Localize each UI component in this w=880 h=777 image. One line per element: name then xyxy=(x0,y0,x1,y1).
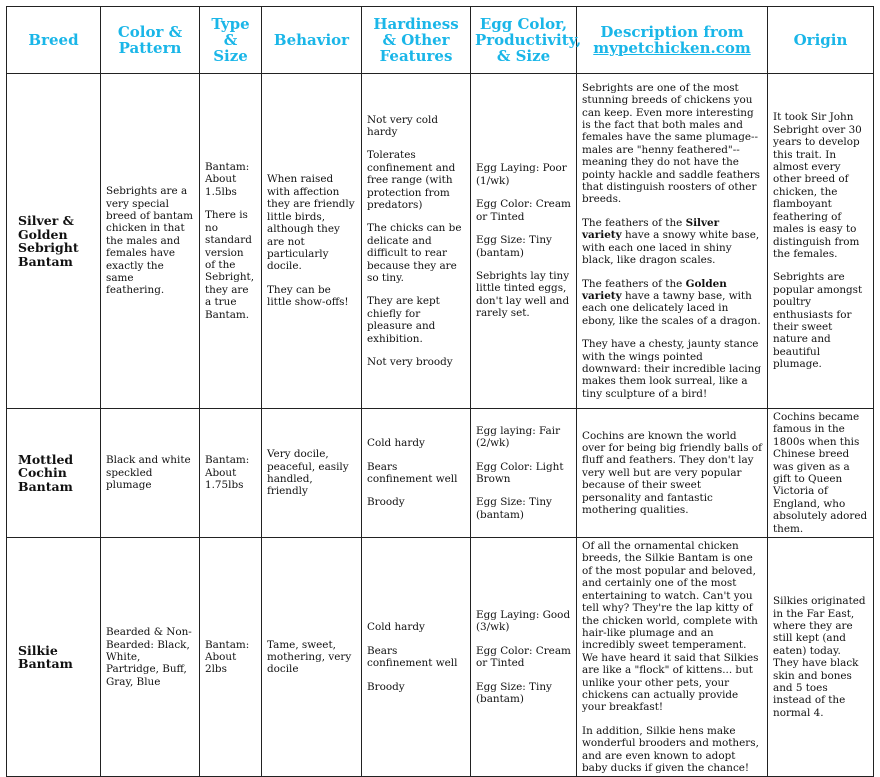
hardiness-item: Broody xyxy=(367,680,405,693)
type-size-cell: Bantam: About 1.75lbs xyxy=(200,409,262,538)
color-pattern-cell: Bearded & Non-Bearded: Black, White, Partridge, Buff, Gray, Blue xyxy=(101,538,200,777)
type-size-note: There is no standard version of the Sebright, they are a true Bantam. xyxy=(205,209,255,321)
egg-item: Egg Size: Tiny (bantam) xyxy=(476,496,552,521)
description-paragraph: Of all the ornamental chicken breeds, the Silkie Bantam is one of the most popular and beloved, and certainly one of the most entertaining to watch. Can't you tell why? They're the lap kitty of the chicken world, complete with hair-like plumage and an incredibly sweet temperament. We have heard it said that Silkies are like a "flock" of kittens... but unlike your other pets, your chickens can actually provide your breakfast! xyxy=(582,540,759,714)
type-size-text: Bantam: About 1.5lbs xyxy=(205,161,250,198)
breed-comparison-table xyxy=(6,6,874,777)
egg-cell xyxy=(471,538,577,777)
header-color-pattern: Color & Pattern xyxy=(101,7,200,74)
breed-name: Mottled Cochin Bantam xyxy=(7,409,101,538)
description-text: The feathers of the xyxy=(582,216,686,229)
description-paragraph: In addition, Silkie hens make wonderful brooders and mothers, and are even known to adopt baby ducks if given the chance! xyxy=(582,724,759,774)
description-cell xyxy=(577,74,768,409)
header-row xyxy=(7,7,874,74)
hardiness-cell xyxy=(362,409,471,538)
description-cell xyxy=(577,538,768,777)
egg-item: Egg Laying: Poor (1/wk) xyxy=(476,162,567,187)
egg-item: Egg Color: Cream or Tinted xyxy=(476,644,571,670)
egg-cell xyxy=(471,74,577,409)
color-pattern-cell: Sebrights are a very special breed of bantam chicken in that the males and females have exactly the same feathering. xyxy=(101,74,200,409)
egg-item: Egg laying: Fair (2/wk) xyxy=(476,424,561,450)
egg-item: Sebrights lay tiny little tinted eggs, don't lay well and rarely set. xyxy=(476,269,570,320)
description-paragraph xyxy=(582,278,762,328)
description-text: have a snowy white base, with each one laced in shiny black, like dragon scales. xyxy=(582,229,760,267)
egg-item: Egg Size: Tiny (bantam) xyxy=(476,680,552,706)
hardiness-item: Cold hardy xyxy=(367,437,425,450)
egg-item: Egg Color: Cream or Tinted xyxy=(476,198,571,223)
behavior-text: When raised with affection they are friendly little birds, although they are not particularly docile. xyxy=(267,173,355,273)
golden-variety-label: Golden variety xyxy=(582,277,727,302)
description-paragraph xyxy=(582,217,762,267)
behavior-cell xyxy=(262,74,362,409)
hardiness-item: Cold hardy xyxy=(367,621,425,634)
hardiness-cell xyxy=(362,538,471,777)
header-type-size: Type & Size xyxy=(200,7,262,74)
behavior-cell: Tame, sweet, mothering, very docile xyxy=(262,538,362,777)
egg-item: Egg Size: Tiny (bantam) xyxy=(476,234,552,259)
header-hardiness: Hardiness & Other Features xyxy=(362,7,471,74)
hardiness-item: Broody xyxy=(367,496,405,509)
description-cell: Cochins are known the world over for being big friendly balls of fluff and feathers. They don't lay very well but are very popular because of their sweet personality and fantastic mothering qualities. xyxy=(577,409,768,538)
mypetchicken-link[interactable]: mypetchicken.com xyxy=(593,39,751,57)
hardiness-cell xyxy=(362,74,471,409)
egg-item: Egg Laying: Good (3/wk) xyxy=(476,609,571,634)
breed-name: Silkie Bantam xyxy=(7,538,101,777)
hardiness-item: They are kept chiefly for pleasure and exhibition. xyxy=(367,295,440,345)
egg-cell xyxy=(471,409,577,538)
origin-paragraph: It took Sir John Sebright over 30 years to develop this trait. In almost every other breed of chicken, the flamboyant feathering of males is easy to distinguish from the females. xyxy=(773,111,862,260)
origin-paragraph: Sebrights are popular amongst poultry enthusiasts for their sweet nature and beautiful plumage. xyxy=(773,271,863,371)
breed-name: Silver & Golden Sebright Bantam xyxy=(7,74,101,409)
hardiness-item: Tolerates confinement and free range (with protection from predators) xyxy=(367,149,456,211)
header-origin: Origin xyxy=(768,7,874,74)
color-pattern-cell: Black and white speckled plumage xyxy=(101,409,200,538)
egg-item: Egg Color: Light Brown xyxy=(476,460,564,486)
origin-cell xyxy=(768,74,874,409)
description-text: have a tawny base, with each one delicately laced in ebony, like the scales of a dragon. xyxy=(582,289,761,327)
behavior-note: They can be little show-offs! xyxy=(267,283,349,309)
description-paragraph: Sebrights are one of the most stunning breeds of chickens you can keep. Even more interesting is the fact that both males and females have the same plumage--males are "henny feathered"--meaning they do not have the pointy hackle and saddle feathers that distinguish roosters of other breeds. xyxy=(582,81,761,206)
table-row xyxy=(7,74,874,409)
behavior-cell: Very docile, peaceful, easily handled, friendly xyxy=(262,409,362,538)
origin-cell: Silkies originated in the Far East, where they are still kept (and eaten) today. They have black skin and bones and 5 toes instead of the normal 4. xyxy=(768,538,874,777)
table-row xyxy=(7,538,874,777)
silver-variety-label: Silver variety xyxy=(582,216,720,242)
header-behavior: Behavior xyxy=(262,7,362,74)
header-description-text: Description from xyxy=(600,23,744,41)
hardiness-item: Not very cold hardy xyxy=(367,113,439,138)
hardiness-item: Bears confinement well xyxy=(367,460,458,486)
origin-cell: Cochins became famous in the 1800s when this Chinese breed was given as a gift to Queen Victoria of England, who absolutely adored them. xyxy=(768,409,874,538)
hardiness-item: Not very broody xyxy=(367,356,453,369)
header-description xyxy=(577,7,768,74)
description-paragraph: They have a chesty, jaunty stance with the wings pointed downward: their incredible lacing makes them look surreal, like a tiny sculpture of a bird! xyxy=(582,338,761,400)
header-breed: Breed xyxy=(7,7,101,74)
header-egg: Egg Color, Productivity, & Size xyxy=(471,7,577,74)
table-row xyxy=(7,409,874,538)
hardiness-item: Bears confinement well xyxy=(367,644,458,670)
type-size-cell xyxy=(200,74,262,409)
hardiness-item: The chicks can be delicate and difficult to rear because they are so tiny. xyxy=(367,222,462,285)
description-text: The feathers of the xyxy=(582,277,686,290)
type-size-cell: Bantam: About 2lbs xyxy=(200,538,262,777)
